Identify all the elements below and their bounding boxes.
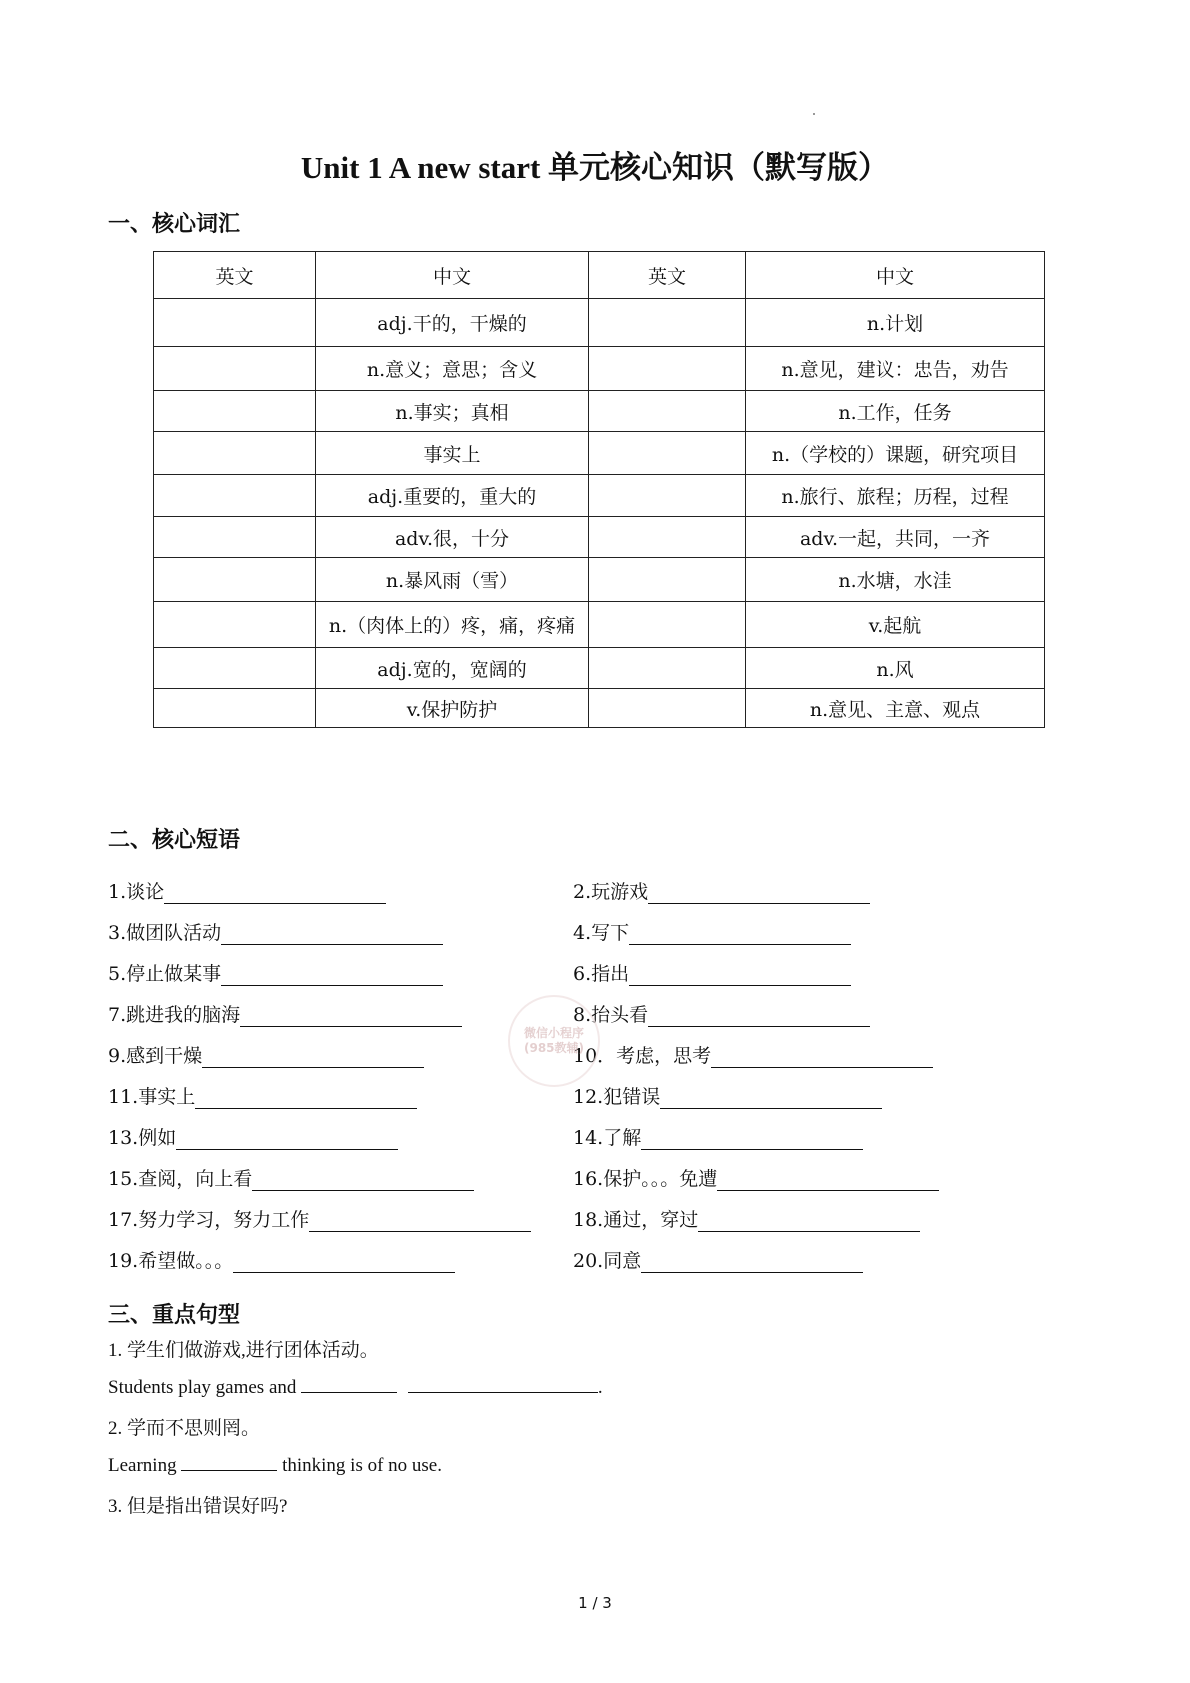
vocab-answer-cell[interactable] [589,602,746,648]
sentence-3-cn: 3. 但是指出错误好吗? [108,1496,288,1517]
vocab-row [154,299,1045,347]
vocab-answer-cell[interactable] [589,299,746,347]
vocab-header-cell: 中文 [746,252,1045,299]
phrase-item [573,1246,863,1273]
page-title: Unit 1 A new start 单元核心知识（默写版） [300,150,890,185]
vocab-answer-cell[interactable] [154,432,316,475]
vocab-meaning-cell: n.意见，建议：忠告，劝告 [746,347,1045,391]
vocab-answer-cell[interactable] [589,648,746,689]
answer-blank[interactable] [195,1088,417,1109]
phrase-label: 3.做团队活动 [108,922,222,944]
answer-blank[interactable] [641,1252,863,1273]
phrase-label: 16.保护。。。免遭 [573,1168,718,1190]
sentence-2-en-text: Learning [108,1455,177,1476]
phrase-row [108,1205,1108,1246]
vocab-row [154,517,1045,558]
vocab-answer-cell[interactable] [589,347,746,391]
vocab-answer-cell[interactable] [154,602,316,648]
vocab-header-cell: 英文 [589,252,746,299]
vocab-row [154,558,1045,602]
vocab-meaning-cell: adj.宽的，宽阔的 [316,648,589,689]
blank[interactable] [301,1374,397,1393]
phrase-item [573,1041,933,1068]
phrase-item [108,1246,455,1273]
phrase-item [573,877,870,904]
vocab-answer-cell[interactable] [589,689,746,728]
answer-blank[interactable] [660,1088,882,1109]
vocab-meaning-cell: 事实上 [316,432,589,475]
blank[interactable] [408,1374,598,1393]
phrase-item [108,918,443,945]
watermark-stamp-text: 微信小程序 (985教辅) [523,1026,585,1055]
vocab-answer-cell[interactable] [154,391,316,432]
sentence-1-cn: 1. 学生们做游戏,进行团体活动。 [108,1340,379,1361]
phrase-item [108,877,386,904]
phrase-item [573,1205,920,1232]
phrase-label: 18.通过，穿过 [573,1209,699,1231]
phrase-row [108,1000,1108,1041]
page-number: 1 / 3 [578,1594,612,1612]
phrase-row [108,959,1108,1000]
vocab-answer-cell[interactable] [154,517,316,558]
vocab-meaning-cell: n.意义；意思；含义 [316,347,589,391]
phrase-item [108,1164,474,1191]
sentence-2-cn: 2. 学而不思则罔。 [108,1418,261,1439]
vocab-answer-cell[interactable] [589,432,746,475]
phrase-item [108,959,443,986]
phrase-label: 19.希望做。。。 [108,1250,234,1272]
phrase-item [108,1000,462,1027]
phrase-row [108,1082,1108,1123]
phrase-item [108,1041,424,1068]
phrase-label: 12.犯错误 [573,1086,661,1108]
vocab-answer-cell[interactable] [154,347,316,391]
phrase-item [573,918,851,945]
vocab-row [154,475,1045,517]
phrase-item [108,1205,531,1232]
vocab-answer-cell[interactable] [589,475,746,517]
vocab-meaning-cell: n.事实；真相 [316,391,589,432]
watermark-stamp [508,995,600,1087]
vocab-meaning-cell: n.风 [746,648,1045,689]
section-heading-vocab: 一、核心词汇 [108,211,241,237]
phrase-row [108,1246,1108,1287]
vocab-meaning-cell: adv.很，十分 [316,517,589,558]
phrase-label: 5.停止做某事 [108,963,222,985]
phrase-label: 8.抬头看 [573,1004,649,1026]
phrase-item [573,1000,870,1027]
blank[interactable] [181,1452,277,1471]
phrase-list [108,877,1108,1287]
vocab-meaning-cell: n.工作，任务 [746,391,1045,432]
phrase-label: 15.查阅，向上看 [108,1168,253,1190]
vocab-answer-cell[interactable] [154,475,316,517]
sentence-1-en [108,1374,603,1413]
answer-blank[interactable] [648,1006,870,1027]
vocab-meaning-cell: adj.干的，干燥的 [316,299,589,347]
answer-blank[interactable] [164,883,386,904]
section-heading-sentences: 三、重点句型 [108,1302,241,1328]
vocab-header-cell: 英文 [154,252,316,299]
answer-blank[interactable] [233,1252,455,1273]
sentence-1-en-text: Students play games and [108,1377,297,1398]
vocab-header-cell: 中文 [316,252,589,299]
phrase-item [108,1082,417,1109]
answer-blank[interactable] [240,1006,462,1027]
vocab-meaning-cell: n.（肉体上的）疼，痛，疼痛 [316,602,589,648]
phrase-item [573,1082,882,1109]
answer-blank[interactable] [221,965,443,986]
vocab-meaning-cell: v.起航 [746,602,1045,648]
answer-blank[interactable] [221,924,443,945]
phrase-row [108,918,1108,959]
answer-blank[interactable] [202,1047,424,1068]
answer-blank[interactable] [629,965,851,986]
phrase-label: 6.指出 [573,963,630,985]
phrase-item [573,1123,863,1150]
phrase-row [108,1041,1108,1082]
phrase-item [108,1123,398,1150]
sentence-1-en-end: . [597,1377,603,1398]
vocab-meaning-cell: n.暴风雨（雪） [316,558,589,602]
phrase-label: 10．考虑，思考 [573,1045,712,1067]
phrase-row [108,1164,1108,1205]
vocab-meaning-cell: n.旅行、旅程；历程，过程 [746,475,1045,517]
vocab-meaning-cell: n.水塘，水洼 [746,558,1045,602]
phrase-label: 11.事实上 [108,1086,196,1108]
phrase-row [108,877,1108,918]
phrase-label: 2.玩游戏 [573,881,649,903]
phrase-label: 17.努力学习，努力工作 [108,1209,310,1231]
phrase-label: 20.同意 [573,1250,642,1272]
vocab-row [154,391,1045,432]
vocab-meaning-cell: n.（学校的）课题，研究项目 [746,432,1045,475]
answer-blank[interactable] [648,883,870,904]
phrase-item [573,959,851,986]
phrase-label: 9.感到干燥 [108,1045,203,1067]
phrase-label: 1.谈论 [108,881,165,903]
sentence-2-en [108,1452,603,1491]
vocab-meaning-cell: adj.重要的，重大的 [316,475,589,517]
phrase-item [573,1164,939,1191]
vocab-table [153,251,1045,728]
vocab-row [154,347,1045,391]
sentence-2-en-end: thinking is of no use. [282,1455,442,1476]
vocab-meaning-cell: v.保护防护 [316,689,589,728]
vocab-answer-cell[interactable] [154,299,316,347]
answer-blank[interactable] [252,1170,474,1191]
vocab-answer-cell[interactable] [589,517,746,558]
vocab-row [154,432,1045,475]
answer-blank[interactable] [309,1211,531,1232]
vocab-answer-cell[interactable] [589,558,746,602]
vocab-meaning-cell: adv.一起，共同，一齐 [746,517,1045,558]
answer-blank[interactable] [641,1129,863,1150]
speck [813,113,815,115]
phrase-label: 7.跳进我的脑海 [108,1004,241,1026]
phrase-label: 13.例如 [108,1127,177,1149]
sentence-list [108,1335,603,1530]
vocab-answer-cell[interactable] [154,558,316,602]
vocab-row [154,689,1045,728]
answer-blank[interactable] [698,1211,920,1232]
vocab-answer-cell[interactable] [589,391,746,432]
vocab-answer-cell[interactable] [154,689,316,728]
vocab-answer-cell[interactable] [154,648,316,689]
answer-blank[interactable] [629,924,851,945]
phrase-row [108,1123,1108,1164]
vocab-meaning-cell: n.意见、主意、观点 [746,689,1045,728]
answer-blank[interactable] [711,1047,933,1068]
vocab-header-row [154,252,1045,299]
vocab-row [154,648,1045,689]
vocab-meaning-cell: n.计划 [746,299,1045,347]
answer-blank[interactable] [176,1129,398,1150]
section-heading-phrases: 二、核心短语 [108,827,241,853]
answer-blank[interactable] [717,1170,939,1191]
phrase-label: 14.了解 [573,1127,642,1149]
phrase-label: 4.写下 [573,922,630,944]
vocab-row [154,602,1045,648]
